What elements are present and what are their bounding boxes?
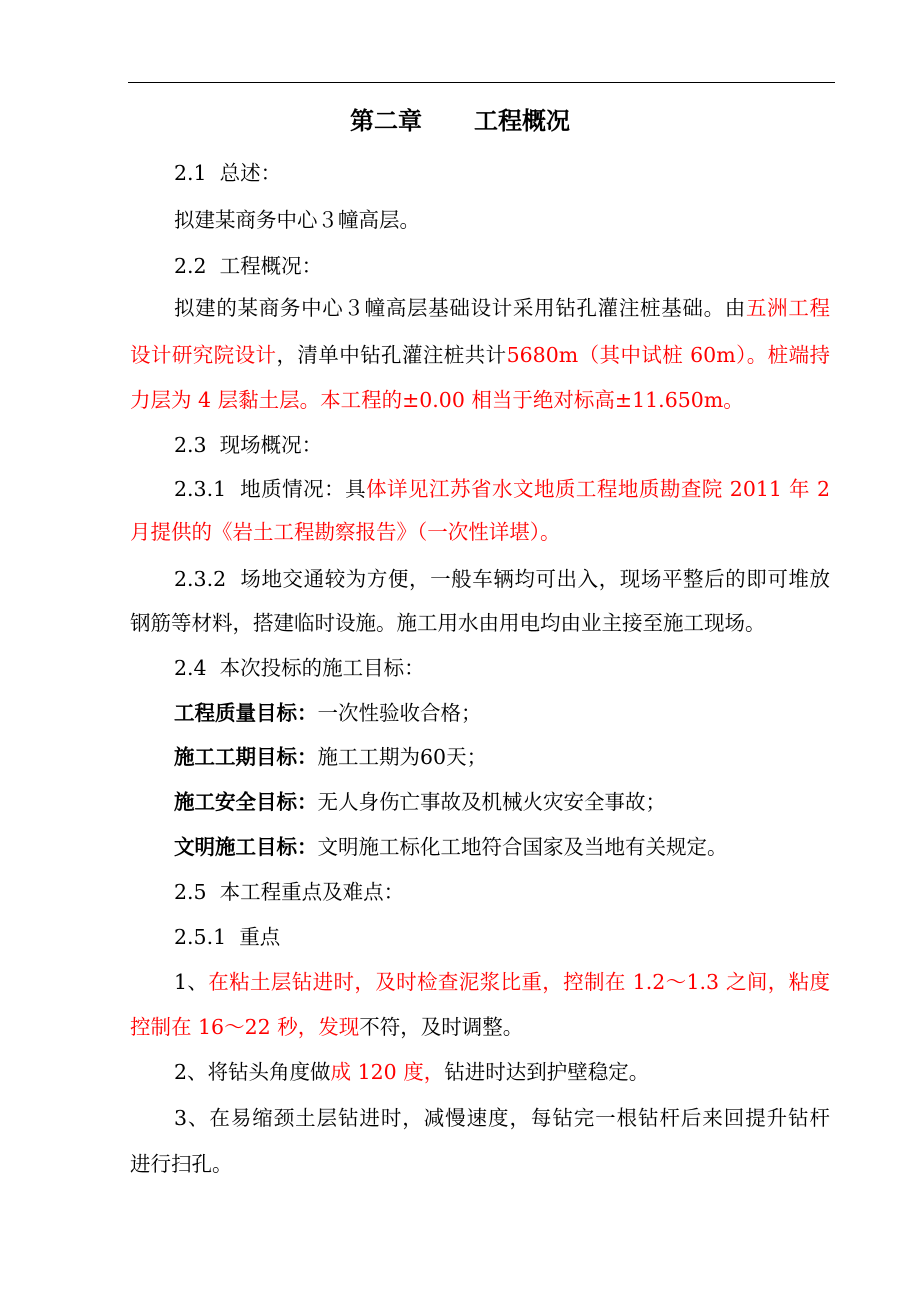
key-point-2: 2、将钻头角度做成 120 度，钻进时达到护壁稳定。 bbox=[174, 1060, 650, 1084]
chapter-name: 工程概况 bbox=[474, 107, 570, 135]
key-point-1-line1: 1、在粘土层钻进时，及时检查泥浆比重，控制在 1.2～1.3 之间，粘度 bbox=[174, 970, 830, 994]
goal-schedule: 施工工期目标：施工工期为60天； bbox=[174, 745, 488, 769]
section-2-3-1-line1: 2.3.1 地质情况：具体详见江苏省水文地质工程地质勘查院 2011 年 2 bbox=[174, 477, 830, 501]
section-2-5-heading: 2.5 本工程重点及难点： bbox=[174, 880, 405, 904]
goal-safety: 施工安全目标：无人身伤亡事故及机械火灾安全事故； bbox=[174, 790, 666, 814]
section-2-2-heading: 2.2 工程概况： bbox=[174, 254, 323, 278]
chapter-number: 第二章 bbox=[350, 107, 422, 135]
key-point-3-line1: 3、在易缩颈土层钻进时，减慢速度，每钻完一根钻杆后来回提升钻杆 bbox=[174, 1106, 830, 1130]
chapter-title bbox=[0, 103, 920, 139]
section-2-2-para-line3: 力层为 4 层黏土层。本工程的±0.00 相当于绝对标高±11.650m。 bbox=[130, 388, 744, 412]
section-2-1-heading: 2.1 总述： bbox=[174, 161, 282, 185]
section-2-3-heading: 2.3 现场概况： bbox=[174, 433, 323, 457]
section-2-1-text: 拟建某商务中心３幢高层。 bbox=[174, 208, 420, 232]
section-2-5-1-heading: 2.5.1 重点 bbox=[174, 925, 281, 949]
section-2-3-1-line2: 月提供的《岩土工程勘察报告》（一次性详堪）。 bbox=[130, 520, 561, 544]
section-2-4-heading: 2.4 本次投标的施工目标： bbox=[174, 656, 425, 680]
section-2-3-2-line1: 2.3.2 场地交通较为方便，一般车辆均可出入，现场平整后的即可堆放 bbox=[174, 567, 830, 591]
header-rule bbox=[128, 82, 835, 83]
key-point-3-line2: 进行扫孔。 bbox=[130, 1152, 233, 1176]
section-2-2-para-line1: 拟建的某商务中心３幢高层基础设计采用钻孔灌注桩基础。由五洲工程 bbox=[174, 296, 831, 320]
section-2-2-para-line2: 设计研究院设计，清单中钻孔灌注桩共计5680m（其中试桩 60m）。桩端持 bbox=[130, 343, 831, 367]
key-point-1-line2: 控制在 16～22 秒，发现不符，及时调整。 bbox=[130, 1015, 524, 1039]
section-2-3-2-line2: 钢筋等材料，搭建临时设施。施工用水由用电均由业主接至施工现场。 bbox=[130, 611, 766, 635]
goal-civilized: 文明施工目标：文明施工标化工地符合国家及当地有关规定。 bbox=[174, 835, 728, 859]
goal-quality: 工程质量目标：一次性验收合格； bbox=[174, 701, 482, 725]
